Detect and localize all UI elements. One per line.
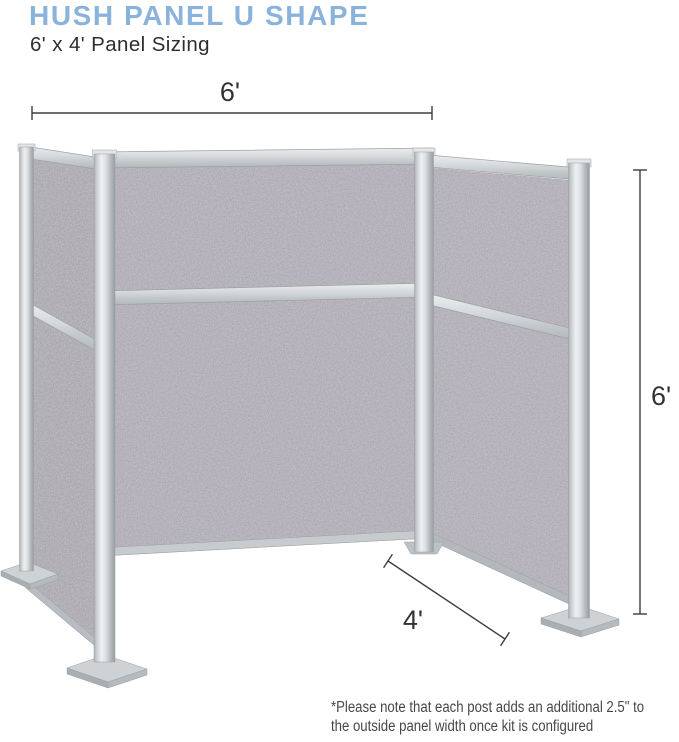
back-right-post — [413, 148, 435, 552]
dimension-top-width-label: 6' — [219, 77, 241, 107]
page-title: HUSH PANEL U SHAPE — [29, 0, 370, 31]
footnote — [331, 699, 644, 737]
page-subtitle: 6' x 4' Panel Sizing — [30, 33, 210, 56]
far-left-post — [18, 144, 35, 571]
dimension-bottom-depth-label: 4' — [402, 605, 424, 635]
right-wall — [428, 155, 580, 608]
front-right-post — [567, 159, 591, 618]
left-corner-post — [93, 150, 117, 662]
dimension-right-height-label: 6' — [651, 381, 672, 411]
footnote-line-2: the outside panel width once kit is configured — [331, 717, 594, 735]
dimension-right-height-line — [633, 170, 647, 614]
dimension-top-width-line — [32, 106, 432, 120]
back-wall-fabric — [100, 156, 430, 556]
back-wall — [97, 148, 432, 556]
footnote-line-1: *Please note that each post adds an additional 2.5" to — [331, 699, 645, 716]
